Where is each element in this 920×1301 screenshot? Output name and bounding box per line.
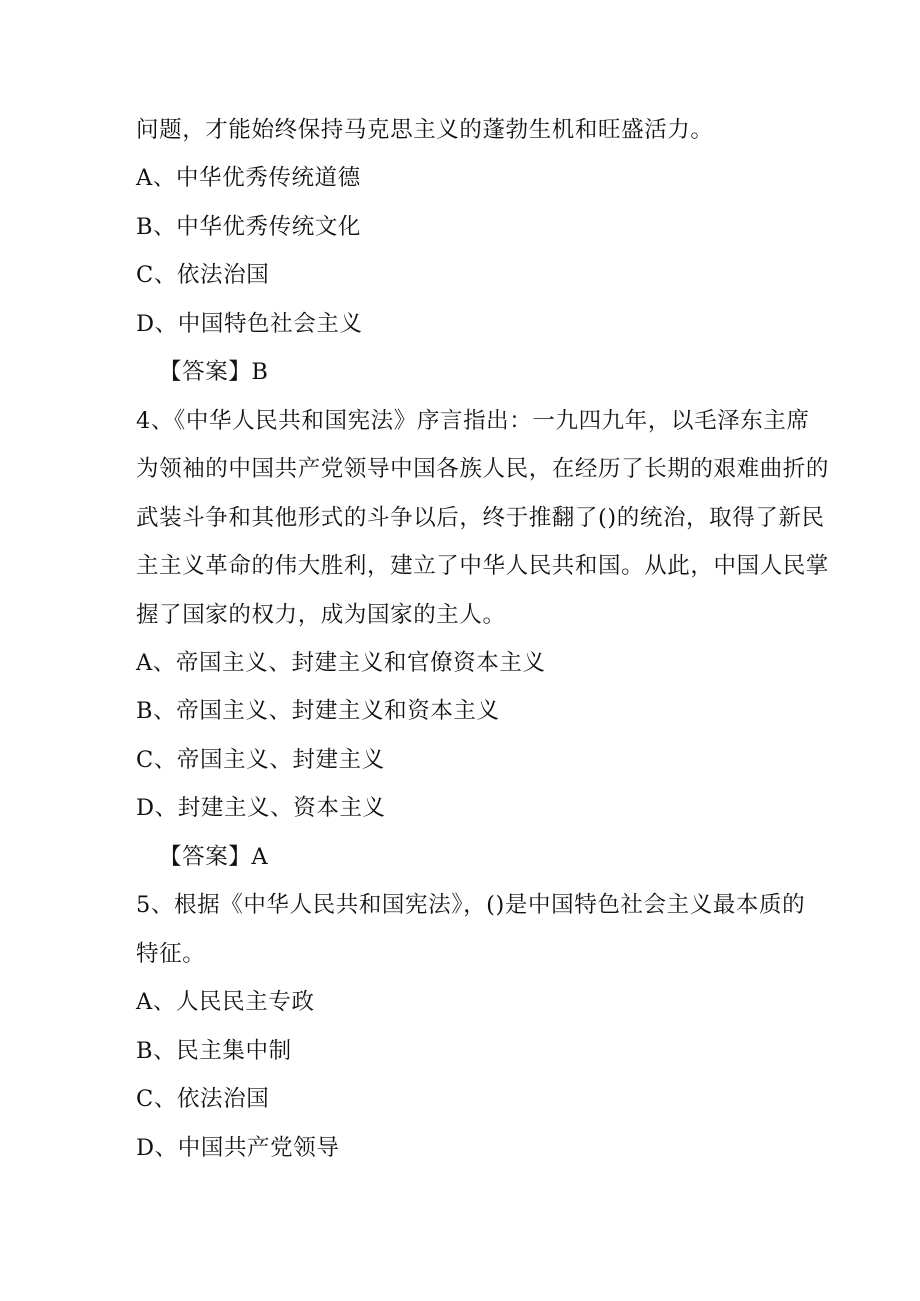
question-3-stem-tail: 问题，才能始终保持马克思主义的蓬勃生机和旺盛活力。 <box>136 117 714 143</box>
question-5-option-c: C、依法治国 <box>136 1086 270 1112</box>
question-5-stem-line-2: 特征。 <box>136 941 206 967</box>
question-4-option-a: A、帝国主义、封建主义和官僚资本主义 <box>136 650 546 676</box>
question-3-option-a: A、中华优秀传统道德 <box>136 165 361 191</box>
question-5-stem-line-1: 5、根据《中华人民共和国宪法》，()是中国特色社会主义最本质的 <box>136 892 806 918</box>
question-4-option-b: B、帝国主义、封建主义和资本主义 <box>136 698 500 724</box>
question-4-option-d: D、封建主义、资本主义 <box>136 795 386 821</box>
question-5-option-a: A、人民民主专政 <box>136 989 315 1015</box>
question-4-stem-line-4: 主主义革命的伟大胜利，建立了中华人民共和国。从此，中国人民掌 <box>136 553 830 579</box>
question-4-stem-line-1: 4、《中华人民共和国宪法》序言指出：一九四九年，以毛泽东主席 <box>136 408 810 434</box>
question-4-stem-line-2: 为领袖的中国共产党领导中国各族人民，在经历了长期的艰难曲折的 <box>136 456 830 482</box>
question-5-option-b: B、民主集中制 <box>136 1038 292 1064</box>
question-3-option-d: D、中国特色社会主义 <box>136 311 363 337</box>
question-3-answer: 【答案】B <box>159 359 269 385</box>
question-4-stem-line-5: 握了国家的权力，成为国家的主人。 <box>136 602 506 628</box>
question-3-option-c: C、依法治国 <box>136 262 270 288</box>
question-4-stem-line-3: 武装斗争和其他形式的斗争以后，终于推翻了()的统治，取得了新民 <box>136 505 825 531</box>
question-4-answer: 【答案】A <box>159 844 269 870</box>
question-5-option-d: D、中国共产党领导 <box>136 1135 340 1161</box>
question-3-option-b: B、中华优秀传统文化 <box>136 214 362 240</box>
question-4-option-c: C、帝国主义、封建主义 <box>136 747 385 773</box>
